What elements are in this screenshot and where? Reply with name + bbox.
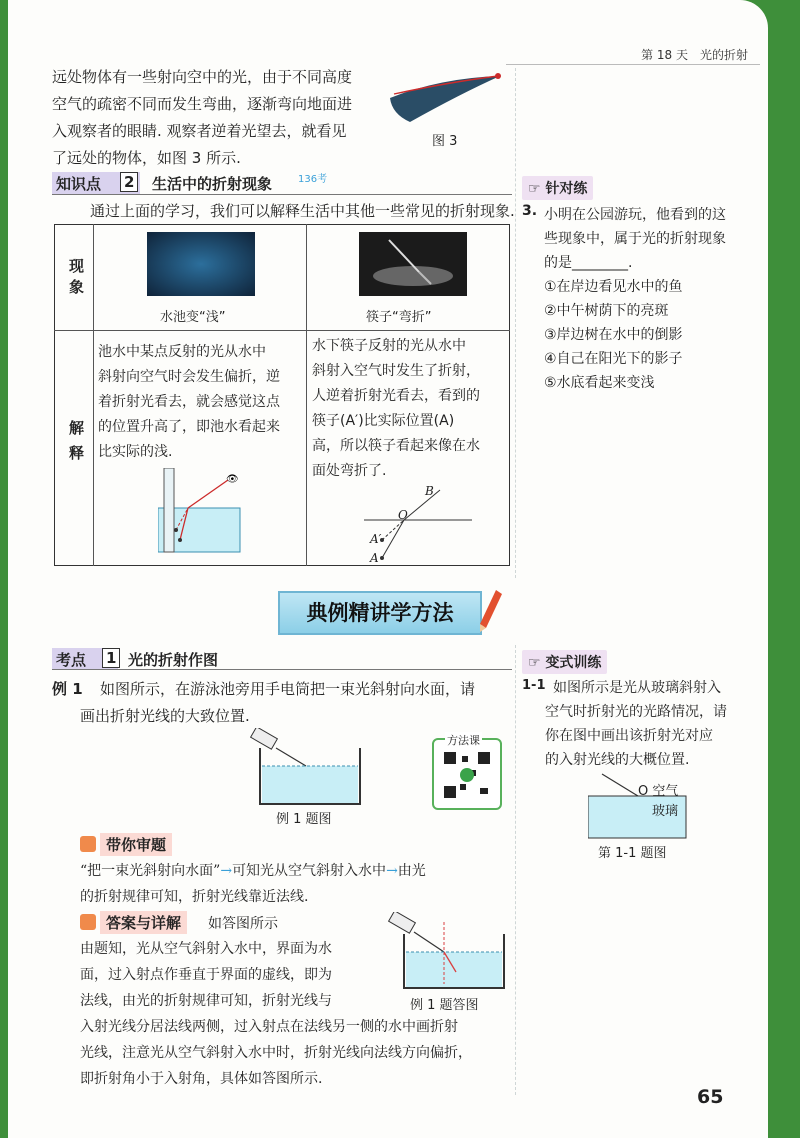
variant-line-3: 你在图中画出该折射光对应 bbox=[545, 728, 713, 744]
exp2-line-5: 高，所以筷子看起来像在水 bbox=[312, 438, 480, 454]
guide-mid: 可知光从空气斜射入水中 bbox=[232, 863, 387, 879]
guide-quote: “把一束光斜射向水面” bbox=[80, 863, 221, 879]
practice-line-1: 小明在公园游玩，他看到的这 bbox=[544, 207, 726, 223]
kd-underline bbox=[52, 669, 512, 670]
variant-fig-caption: 第 1-1 题图 bbox=[598, 846, 667, 861]
example-line-2: 画出折射光线的大致位置. bbox=[80, 707, 250, 725]
answer-tag-tail: 如答图所示 bbox=[208, 916, 278, 932]
label-B: B bbox=[425, 484, 434, 498]
practice-option-2: ②中午树荫下的亮斑 bbox=[544, 303, 669, 319]
exp1-line-5: 比实际的浅. bbox=[98, 444, 173, 460]
top-text-line-1: 远处物体有一些射向空中的光，由于不同高度 bbox=[52, 68, 353, 86]
guide-arrow-2: → bbox=[386, 863, 398, 879]
pool-caption: 水池变“浅” bbox=[160, 310, 226, 325]
pool-photo bbox=[147, 232, 255, 296]
top-text-line-2: 空气的疏密不同而发生弯曲，逐渐弯向地面进 bbox=[52, 95, 353, 113]
answer-figure bbox=[384, 912, 506, 992]
qr-label: 方法课 bbox=[447, 734, 480, 747]
row-head-explanation: 解释 bbox=[67, 420, 85, 470]
practice-line-2: 些现象中，属于光的折射现象 bbox=[544, 231, 726, 247]
kd-num: 1 bbox=[102, 648, 120, 668]
table-col-line bbox=[93, 224, 94, 566]
chopsticks-caption: 筷子“弯折” bbox=[366, 310, 432, 325]
variant-glass-label: 玻璃 bbox=[652, 804, 679, 819]
variant-num: 1-1 bbox=[522, 678, 546, 693]
variant-line-1: 如图所示是光从玻璃斜射入 bbox=[553, 680, 721, 696]
guide-line-1 bbox=[80, 858, 426, 885]
section-header: 第 18 天 光的折射 bbox=[641, 48, 748, 62]
table-mid-line bbox=[306, 224, 307, 566]
label-A-prime: A′ bbox=[370, 532, 382, 546]
practice-num: 3. bbox=[522, 203, 538, 219]
example-fig-caption: 例 1 题图 bbox=[276, 812, 332, 827]
pool-diagram bbox=[158, 468, 242, 554]
page-number: 65 bbox=[697, 1086, 724, 1108]
kp-exam-count: 136考 bbox=[298, 174, 328, 185]
guide-line-2: 的折射规律可知，折射光线靠近法线. bbox=[80, 889, 309, 905]
practice-option-3: ③岸边树在水中的倒影 bbox=[544, 327, 683, 343]
answer-line-2: 面，过入射点作垂直于界面的虚线，即为 bbox=[80, 967, 332, 983]
practice-tag-label: 针对练 bbox=[545, 181, 588, 197]
example-figure bbox=[246, 728, 366, 806]
kd-tag: 考点 bbox=[56, 651, 87, 669]
exp1-line-1: 池水中某点反射的光从水中 bbox=[98, 344, 266, 360]
qr-code-graphic bbox=[434, 740, 500, 808]
example-label: 例 1 bbox=[52, 680, 83, 698]
exp2-line-1: 水下筷子反射的光从水中 bbox=[312, 338, 466, 354]
mirage-figure bbox=[380, 64, 510, 126]
top-text-line-4: 了远处的物体，如图 3 所示. bbox=[52, 149, 241, 167]
section-banner: 典例精讲学方法 bbox=[278, 591, 482, 635]
variant-air-label: O 空气 bbox=[638, 784, 679, 799]
practice-option-4: ④自己在阳光下的影子 bbox=[544, 351, 683, 367]
practice-option-1: ①在岸边看见水中的鱼 bbox=[544, 279, 683, 295]
kp-intro: 通过上面的学习，我们可以解释生活中其他一些常见的折射现象. bbox=[90, 202, 515, 220]
answer-icon bbox=[80, 914, 96, 930]
answer-full-line-1: 入射光线分居法线两侧，过入射点在法线另一侧的水中画折射 bbox=[80, 1019, 458, 1035]
exp1-line-2: 斜射向空气时会发生偏折，逆 bbox=[98, 369, 280, 385]
example-line-1: 如图所示，在游泳池旁用手电筒把一束光斜射向水面，请 bbox=[100, 680, 476, 698]
variant-tag-label: 变式训练 bbox=[545, 655, 602, 671]
exp1-line-3: 着折射光看去，就会感觉这点 bbox=[98, 394, 280, 410]
kp-tag: 知识点 bbox=[56, 175, 102, 193]
guide-tag: 带你审题 bbox=[100, 833, 172, 856]
guide-arrow-1: → bbox=[220, 863, 233, 879]
answer-tag: 答案与详解 bbox=[100, 911, 187, 934]
svg-text:👁: 👁 bbox=[226, 474, 239, 485]
practice-option-5: ⑤水底看起来变浅 bbox=[544, 375, 655, 391]
variant-line-2: 空气时折射光的光路情况，请 bbox=[545, 704, 727, 720]
kp-title: 生活中的折射现象 bbox=[152, 175, 273, 193]
kp-num: 2 bbox=[120, 172, 138, 192]
practice-tag: ☞ 针对练 bbox=[522, 176, 593, 200]
exp2-line-4: 筷子(A′)比实际位置(A) bbox=[312, 413, 455, 429]
fig3-caption: 图 3 bbox=[432, 134, 458, 149]
kp-underline bbox=[52, 194, 512, 195]
chopsticks-photo bbox=[359, 232, 467, 296]
answer-line-3: 法线，由光的折射规律可知，折射光线与 bbox=[80, 993, 332, 1009]
kd-title: 光的折射作图 bbox=[128, 651, 219, 669]
guide-tail: 由光 bbox=[397, 863, 426, 879]
column-divider bbox=[515, 68, 516, 578]
qr-code[interactable] bbox=[432, 738, 502, 810]
exp2-line-3: 人逆着折射光看去，看到的 bbox=[312, 388, 480, 404]
answer-full-line-2: 光线，注意光从空气斜射入水中时，折射光线向法线方向偏折， bbox=[80, 1045, 472, 1061]
label-A: A bbox=[370, 551, 379, 565]
answer-full-line-3: 即折射角小于入射角，具体如答图所示. bbox=[80, 1071, 323, 1087]
top-text-line-3: 入观察者的眼睛. 观察者逆着光望去，就看见 bbox=[52, 122, 347, 140]
table-row-line bbox=[54, 330, 510, 331]
practice-line-3: 的是________. bbox=[544, 255, 633, 271]
variant-line-4: 的入射光线的大概位置. bbox=[545, 752, 690, 768]
exp2-line-2: 斜射入空气时发生了折射， bbox=[312, 363, 480, 379]
pencil-icon bbox=[476, 588, 504, 632]
column-divider-lower bbox=[515, 645, 516, 1095]
header-divider bbox=[506, 64, 760, 65]
exp2-line-6: 面处弯折了. bbox=[312, 463, 387, 479]
label-O: O bbox=[398, 508, 408, 522]
variant-tag: ☞ 变式训练 bbox=[522, 650, 607, 674]
guide-icon bbox=[80, 836, 96, 852]
row-head-phenomenon: 现象 bbox=[67, 258, 85, 300]
exp1-line-4: 的位置升高了，即池水看起来 bbox=[98, 419, 280, 435]
answer-line-1: 由题知，光从空气斜射入水中，界面为水 bbox=[80, 941, 332, 957]
answer-fig-caption: 例 1 题答图 bbox=[410, 998, 479, 1013]
